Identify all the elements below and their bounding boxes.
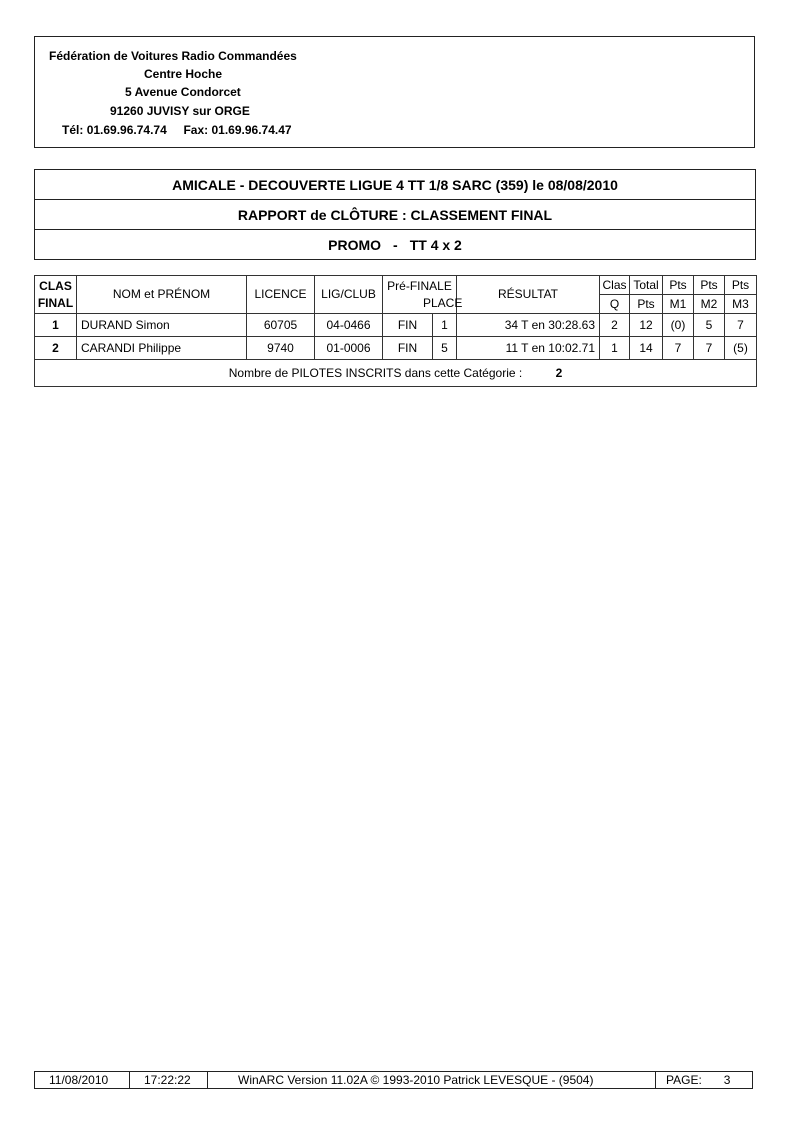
cell-lig-club: 01-0006 [315,337,383,360]
header-prefinale-place: Pré-FINALE PLACE [383,276,457,314]
organization-center: Centre Hoche [144,67,223,81]
footer-page [656,1072,752,1088]
cell-place: 5 [433,337,457,360]
organization-name: Fédération de Voitures Radio Commandées [49,49,297,63]
cell-prefinale: FIN [383,314,433,337]
summary-count: 2 [555,366,563,380]
summary-cell [35,360,757,387]
page-label: PAGE: [666,1073,702,1087]
fax-number: 01.69.96.74.47 [211,123,292,137]
header-m1-bottom: M1 [663,295,694,314]
category-dash: - [393,237,398,253]
header-lig-club: LIG/CLUB [315,276,383,314]
cell-m3: 7 [725,314,757,337]
header-m2-top: Pts [694,276,725,295]
header-clas-q-bottom: Q [600,295,630,314]
tel-number: 01.69.96.74.74 [86,123,167,137]
footer-software: WinARC Version 11.02A © 1993-2010 Patrick LEVESQUE - (9504) [208,1072,656,1088]
cell-clas-q: 1 [600,337,630,360]
organization-contact [62,123,292,137]
results-table [34,275,757,387]
table-row [35,337,757,360]
header-resultat: RÉSULTAT [457,276,600,314]
footer-date: 11/08/2010 [35,1072,130,1088]
organization-header [34,36,755,148]
cell-place: 1 [433,314,457,337]
cell-total: 12 [630,314,663,337]
cell-m1: (0) [663,314,694,337]
cell-total: 14 [630,337,663,360]
report-title-box [34,169,756,260]
footer-time: 17:22:22 [130,1072,208,1088]
header-licence: LICENCE [247,276,315,314]
header-clas-q-top: Clas [600,276,630,295]
cell-clas: 1 [35,314,77,337]
table-header-row-1 [35,276,757,295]
organization-street: 5 Avenue Condorcet [125,85,241,99]
summary-row [35,360,757,387]
header-total-bottom: Pts [630,295,663,314]
header-m1-top: Pts [663,276,694,295]
fax-label: Fax: [183,123,209,137]
report-title: RAPPORT de CLÔTURE : CLASSEMENT FINAL [35,200,755,230]
header-m2-bottom: M2 [694,295,725,314]
summary-label: Nombre de PILOTES INSCRITS dans cette Catégorie : [228,366,523,380]
header-clas-final: CLAS FINAL [35,276,77,314]
cell-resultat: 11 T en 10:02.71 [457,337,600,360]
cell-clas-q: 2 [600,314,630,337]
cell-licence: 9740 [247,337,315,360]
cell-m3: (5) [725,337,757,360]
organization-city: 91260 JUVISY sur ORGE [110,104,250,118]
cell-m2: 7 [694,337,725,360]
footer [34,1071,753,1089]
category-title [35,230,755,260]
cell-nom: CARANDI Philippe [77,337,247,360]
cell-m2: 5 [694,314,725,337]
event-title: AMICALE - DECOUVERTE LIGUE 4 TT 1/8 SARC (359) le 08/08/2010 [35,170,755,200]
tel-label: Tél: [62,123,84,137]
cell-prefinale: FIN [383,337,433,360]
category-name: TT 4 x 2 [409,237,462,253]
header-m3-bottom: M3 [725,295,757,314]
page-number: 3 [723,1073,731,1087]
cell-m1: 7 [663,337,694,360]
cell-licence: 60705 [247,314,315,337]
header-total-top: Total [630,276,663,295]
table-row [35,314,757,337]
header-m3-top: Pts [725,276,757,295]
cell-lig-club: 04-0466 [315,314,383,337]
category-class: PROMO [328,237,382,253]
cell-nom: DURAND Simon [77,314,247,337]
cell-clas: 2 [35,337,77,360]
header-nom-prenom: NOM et PRÉNOM [77,276,247,314]
cell-resultat: 34 T en 30:28.63 [457,314,600,337]
